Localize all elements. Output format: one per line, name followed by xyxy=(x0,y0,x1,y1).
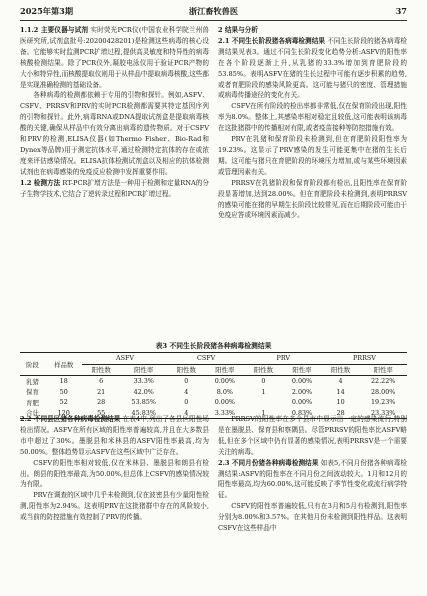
group-prrsv: PRRSV xyxy=(322,353,407,365)
sub-pos-count: 阳性数 xyxy=(322,364,359,376)
table-row: 乳猪 18 6 33.3% 0 0.00% 0 0.00% 4 22.22% xyxy=(26,377,396,386)
paragraph: 1.1.2 主要仪器与试剂 实时荧光PCR仪(中国农业科学院兰州兽医研究所,试剂盒批号:20200428201)是检测这些病毒的核心设备。它能够实时监测PCR扩增过程,提供高灵敏度和特异性的病毒核酸检测结果。除了PCR仪外,凝胶电泳仪用于验证PCR产物的大小和特异性,而核酸提取仪则用于从样品中提取病毒核酸,这些都是实现准确检测的基础设备。 xyxy=(20,26,209,89)
paragraph: PRRSV的阳性率在多个县市中显示出一定的感染流行,特别是在墨脱县、保育县和察隅县。尽管PRRSV的阳性率比ASFV略低,但在多个区域中仍有显著的感染情况,表明PRRSV是一个需要关注的病毒。 xyxy=(218,415,407,456)
paragraph: PRRSV在乳猪阶段和保育阶段都有检出,且阳性率在保育阶段显著增加,达到28.00%。但在育肥阶段未检测到,表明PRRSV的感染可能在猪的早期生长阶段比较常见,而在后期阶段可能由于免疫应答或环境因素而减少。 xyxy=(218,178,407,220)
issue-label: 2025年第3期 xyxy=(20,6,74,16)
sub-pos-rate: 阳性率 xyxy=(282,364,322,376)
journal-title: 浙江畜牧兽医 xyxy=(188,6,239,16)
sub-pos-rate: 阳性率 xyxy=(205,364,245,376)
sub-pos-count: 阳性数 xyxy=(168,364,205,376)
paragraph: 2.2 不同县区猪各种病毒检测结果 在表4中,列出了各县区阳性场检出情况。ASFV在所有区域的阳性率普遍较高,并且在大多数县市中超过了30%。墨脱县和米林县的ASFV阳性率最高,均为50.00%。整体趋势显示ASFV在这些区域中广泛存在。 xyxy=(20,415,209,456)
sub-pos-count: 阳性数 xyxy=(245,364,282,376)
sub-pos-rate: 阳性率 xyxy=(120,364,168,376)
group-prv: PRV xyxy=(245,353,322,365)
page-number: 37 xyxy=(395,6,407,16)
paragraph: CSFV的阳性率普遍较低,只有在3月和5月有检测到,阳性率分别为8.00%和3.57%。在其他月份未检测到阳性样品。这表明CSFV在这些样品中 xyxy=(218,502,407,533)
col-count: 样品数 xyxy=(45,353,82,376)
results-table xyxy=(20,352,407,419)
table-row: 育肥 52 28 53.85% 0 0.00% 0.00% 10 19.23% xyxy=(26,398,396,407)
paragraph: CSFV的阳性率相对较低,仅在米林县、墨脱县和朗县有检出。朗县的阳性率最高,为50.00%,但总体上CSFV的感染情况较为有限。 xyxy=(20,458,209,489)
group-csfv: CSFV xyxy=(168,353,245,365)
sub-pos-rate: 阳性率 xyxy=(359,364,407,376)
sub-pos-count: 阳性数 xyxy=(82,364,119,376)
table-row-total: 合计 120 55 45.83% 4 3.33% 1 0.83% 28 23.33% xyxy=(20,408,407,419)
paragraph: 各种病毒的检测都依赖于专用的引物和探针。例如,ASFV、CSFV、PRRSV和PRV的实时PCR检测都需要其特定基因序列的引物和探针。此外,病毒RNA或DNA提取试剂盒是提取病毒核酸的关键,确保从样品中有效分离出病毒的遗传物质。对于CSFV和PRV的检测,ELISA仪器(如Thermo Fisher、Bio-Rad和Dynex等品牌)用于测定抗体水平,通过检测特定抗体的存在或浓度来评估感染情况。ELISA抗体检测试剂盒以及相应的抗体检测试剂也在病毒感染的免疫反应检测中发挥重要作用。 xyxy=(20,91,209,176)
paragraph: CSFV在所有阶段的检出率都非常低,仅在保育阶段出现,阳性率为8.0%。整体上,其感染率相对稳定且较低,这可能表明该病毒在这批猪群中的传播相对有限,或者疫苗接种等防控措施有效。 xyxy=(218,102,407,133)
paragraph: 2.3 不同月份猪各种病毒检测结果 如表5,不同月份猪各种病毒检测结果:ASFV的阳性率在不同月份之间波动较大。1月和12月的阳性率最高,均为60.00%,这可能反映了季节性变化或流行病学特征。 xyxy=(218,458,407,500)
group-asfv: ASFV xyxy=(82,353,167,365)
right-column-top xyxy=(218,25,407,221)
right-column-bottom xyxy=(218,414,407,534)
col-stage: 阶段 xyxy=(20,353,45,376)
paragraph: 2.1 不同生长阶段猪各病毒检测结果 不同生长阶段的猪各病毒检测结果见表3。通过不同生长阶段变化趋势分析:ASFV的阳性率在各个阶段逐渐上升,从乳猪的33.3%增加到育肥阶段的53.85%。表明ASFV在猪的生长过程中可能有逐步积累的趋势,或者育肥阶段的感染风险更高。这可能与猪只的密度、管理措施或病毒传播途径的变化有关。 xyxy=(218,36,407,100)
section-heading: 2 结果与分析 xyxy=(218,26,258,34)
paragraph: 1.2 检测方法 RT-PCR扩增方法是一种用于检测和定量RNA的分子生物学技术,它结合了逆转录过程和PCR扩增过程。 xyxy=(20,178,209,198)
table-row: 保育 50 21 42.0% 4 8.0% 1 2.00% 14 28.00% xyxy=(26,387,396,397)
left-column-bottom xyxy=(20,414,209,523)
paragraph: PRV在调查的区域中几乎未检测到,仅在波密县有少量阳性检测,阳性率为2.94%。这表明PRV在这批猪群中存在的风险较小,或当前的防控措施有效控制了PRV的传播。 xyxy=(20,491,209,522)
table-caption: 表3 不同生长阶段猪各种病毒检测结果 xyxy=(155,342,272,350)
table-header-row xyxy=(20,353,407,365)
left-column-top xyxy=(20,25,209,200)
header-rule xyxy=(20,20,407,21)
paragraph: PRV在乳猪和保育阶段未检测到,但在育肥阶段阳性率为19.23%。这显示了PRV感染的发生可能更集中在猪的生长后期。这可能与猪只在育肥阶段的环境压力增加,或与某些环境因素或管理因素有关。 xyxy=(218,135,407,176)
page-header xyxy=(20,6,407,20)
